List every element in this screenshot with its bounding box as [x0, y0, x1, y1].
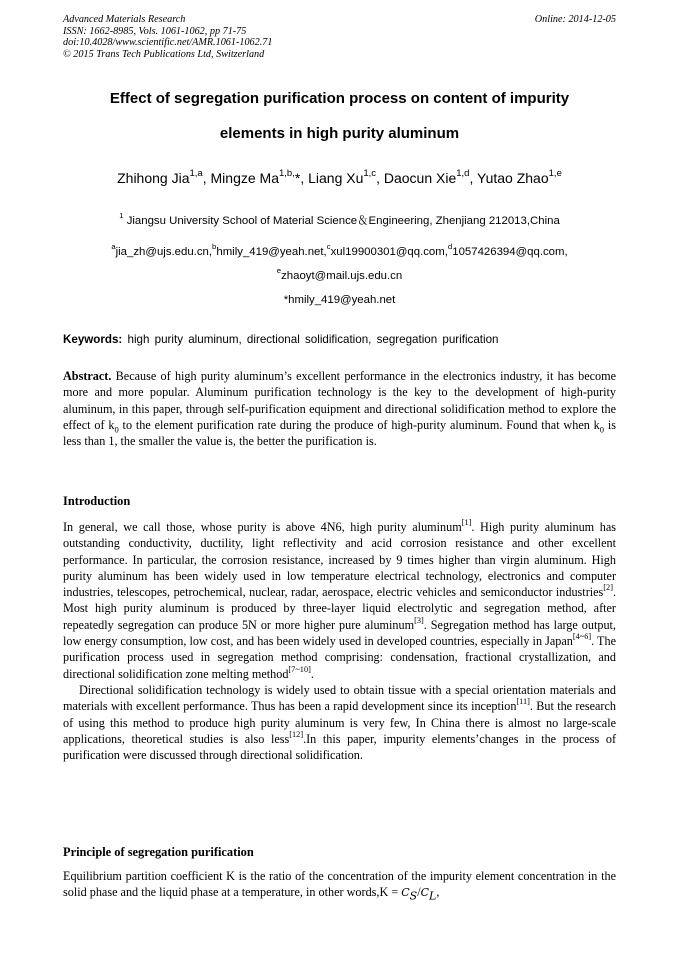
text: Directional solidification technology is widely used to obtain tissue with a special orientation materials and materials with excellent performance. Thus has been a rapid development since its inception — [63, 682, 616, 714]
email-b[interactable]: hmily_419@yeah.net, — [216, 246, 327, 258]
citation[interactable]: [11] — [516, 697, 530, 707]
issn: ISSN: 1662-8985, Vols. 1061-1062, pp 71-75 — [63, 25, 247, 37]
author-affiliation-sup: 1,e — [548, 168, 562, 180]
corresponding-email[interactable]: *hmily_419@yeah.net — [283, 294, 396, 306]
affiliation — [63, 212, 616, 228]
introduction-body — [63, 519, 616, 763]
paper-title-line-2: elements in high purity aluminum — [219, 125, 460, 142]
copyright: © 2015 Trans Tech Publications Ltd, Switzerland — [63, 48, 265, 60]
abstract-text: Because of high purity aluminum’s excellent performance in the electronics industry, it has become more and more popular. Aluminum purification technology is the key to the development of high-purity aluminum, in this paper, through self-purification equipment and directional solidification method to explore the effect of k — [63, 369, 616, 432]
formula-cs-sub: S — [409, 889, 418, 903]
citation[interactable]: [4~6] — [572, 632, 592, 642]
text: . — [310, 666, 314, 681]
online-date: Online: 2014-12-05 — [534, 14, 616, 25]
abstract-text: is less than 1, the smaller the value is, the better the purification is. — [63, 417, 617, 449]
citation[interactable]: [1] — [461, 518, 472, 528]
intro-paragraph-2 — [63, 682, 616, 763]
abstract-text: to the element purification rate during the produce of high-purity aluminum. Found that when k — [118, 417, 600, 432]
author-name: Mingze Ma — [210, 170, 279, 186]
email-line-1 — [63, 242, 616, 258]
principle-body — [63, 868, 616, 902]
email-d[interactable]: 1057426394@qq.com, — [452, 246, 568, 258]
author-affiliation-sup: 1,b, — [278, 168, 295, 180]
abstract — [63, 368, 616, 449]
intro-paragraph-1 — [63, 519, 616, 682]
email-a[interactable]: jia_zh@ujs.edu.cn, — [115, 246, 213, 258]
text: . Segregation method has large output, low energy consumption, low cost, and has been widely used in developed countries, especially in Japan — [63, 617, 616, 649]
journal-name: Advanced Materials Research — [63, 14, 186, 25]
email-sup: a — [111, 242, 116, 252]
email-sup: b — [212, 242, 217, 252]
author-affiliation-sup: 1,c — [363, 168, 377, 180]
section-heading-introduction: Introduction — [63, 494, 131, 508]
abstract-label: Abstract. — [63, 369, 112, 383]
corresponding-star: * — [294, 170, 301, 186]
author-name: Zhihong Jia — [117, 170, 190, 186]
affiliation-sup: 1 — [119, 211, 124, 221]
formula-tail: , — [436, 885, 440, 900]
affiliation-text: Jiangsu University School of Material Science＆Engineering, Zhenjiang 212013,China — [126, 215, 560, 227]
text: . The purification process used in segregation method comprising: condensation, fractional crystallization, and directional solidification zone melting method — [63, 634, 617, 681]
formula-cs: C — [401, 886, 410, 900]
author-separator: , — [202, 170, 211, 186]
text: . High purity aluminum has outstanding conductivity, ductility, light reflectivity and acid corrosion resistance and other excellent performance. In particular, the corrosion resistance, increased by 9 times higher than virgin aluminum. High purity aluminum has been widely used in low temperature electrical technology, electronics and computer industries, telescopes, petrochemical, nuclear, radar, aerospace, electric vehicles and semiconductor industries — [63, 520, 617, 600]
citation[interactable]: [3] — [414, 615, 424, 625]
text: Equilibrium partition coefficient K is the ratio of the concentration of the impurity element concentration in the solid phase and the liquid phase at a temperature, in other words, — [63, 869, 616, 900]
formula-lhs: K = — [379, 885, 402, 900]
paper-title-line-1: Effect of segregation purification process on content of impurity — [109, 90, 570, 107]
author-separator: , — [300, 170, 309, 186]
text: .In this paper, impurity elements’changes in the process of purification were discussed through directional solidification. — [63, 731, 617, 763]
author-name: Yutao Zhao — [477, 170, 549, 186]
email-e[interactable]: zhaoyt@mail.ujs.edu.cn — [281, 270, 403, 282]
author-name: Liang Xu — [308, 170, 364, 186]
formula-cl: C — [420, 886, 430, 900]
formula — [379, 885, 440, 903]
formula-cl-sub: L — [429, 889, 437, 903]
author-affiliation-sup: 1,d — [456, 168, 470, 180]
email-c[interactable]: xul19900301@qq.com, — [330, 246, 448, 258]
citation[interactable]: [7~10] — [288, 664, 311, 674]
formula-slash: / — [417, 885, 421, 900]
author-name: Daocun Xie — [383, 170, 457, 186]
text: . Most high purity aluminum is produced by three-layer liquid electrolytic and segregation method, after repeatedly segregation can produce 5N or more higher pure aluminum — [63, 585, 616, 632]
text: In general, we call those, whose purity is above 4N6, high purity aluminum — [63, 520, 462, 534]
email-sup: c — [326, 242, 331, 252]
subscript: 0 — [114, 424, 119, 435]
author-separator: , — [376, 170, 384, 186]
author-affiliation-sup: 1,a — [189, 168, 203, 180]
email-sup: d — [447, 242, 453, 252]
keywords-label: Keywords: — [63, 333, 123, 346]
journal-header — [63, 14, 616, 60]
author-list — [63, 170, 616, 186]
email-line-2 — [63, 266, 616, 282]
section-heading-principle: Principle of segregation purification — [63, 845, 254, 859]
citation[interactable]: [2] — [603, 583, 613, 593]
doi[interactable]: doi:10.4028/www.scientific.net/AMR.1061-1062.71 — [63, 37, 273, 49]
subscript: 0 — [599, 424, 605, 435]
citation[interactable]: [12] — [289, 729, 304, 739]
text: . But the research of using this method to produce high purity aluminum is very few, In China there is almost no large-scale applications, theoretical studies is also less — [63, 699, 616, 746]
keywords-text: high purity aluminum, directional solidification, segregation purification — [127, 333, 499, 346]
keywords — [63, 333, 616, 346]
email-sup: e — [276, 266, 282, 276]
author-separator: , — [469, 170, 478, 186]
